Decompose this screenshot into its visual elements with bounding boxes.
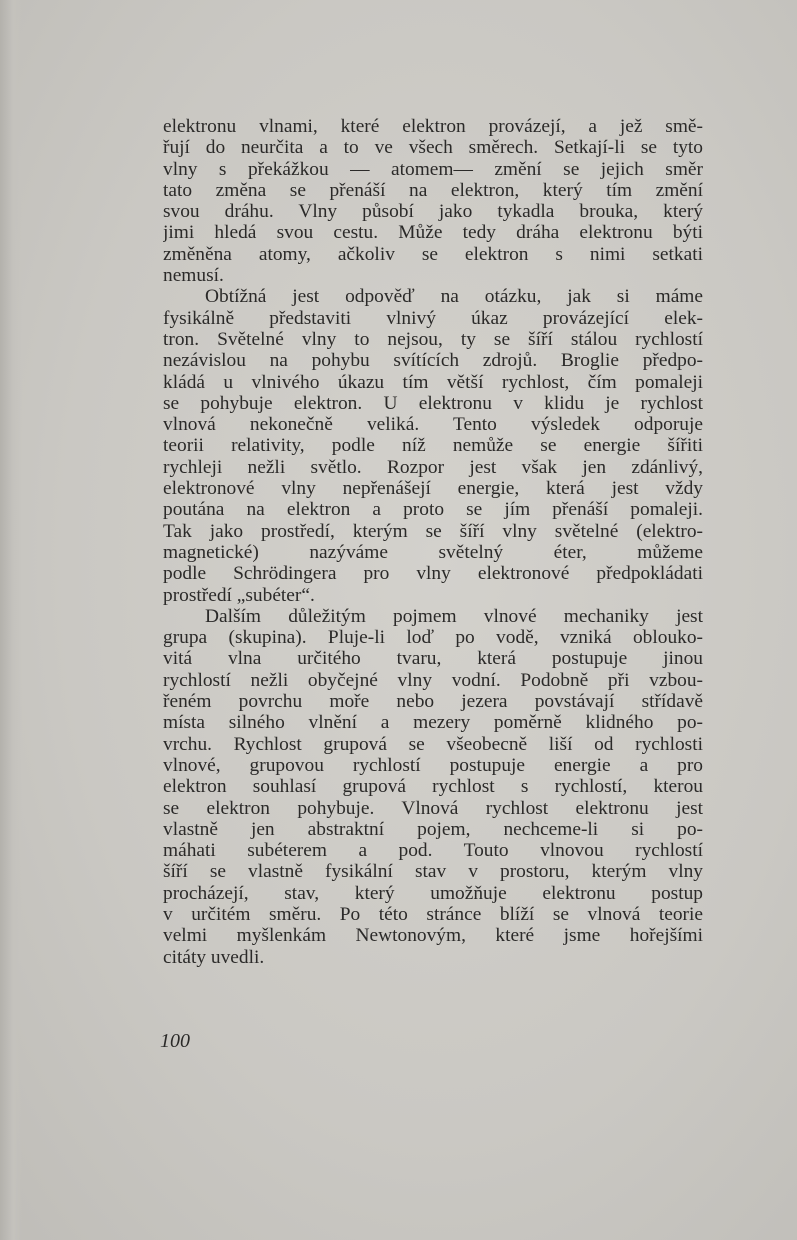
text-line: prostředí „subéter“. (163, 584, 315, 606)
text-line: Obtížná jest odpověď na otázku, jak si máme (205, 286, 703, 308)
text-line: vlnová nekonečně veliká. Tento výsledek odporuje (163, 414, 703, 436)
text-line: řeném povrchu moře nebo jezera povstávají střídavě (163, 691, 703, 713)
text-line: místa silného vlnění a mezery poměrně klidného po- (163, 712, 703, 734)
page-binding-edge (0, 0, 22, 1240)
paragraph-1 (163, 116, 703, 286)
text-line: poutána na elektron a proto se jím přenáší pomaleji. (163, 499, 703, 521)
text-line: grupa (skupina). Pluje-li loď po vodě, vzniká oblouko- (163, 627, 703, 649)
text-line: vrchu. Rychlost grupová se všeobecně liší od rychlosti (163, 733, 703, 755)
text-line: kládá u vlnivého úkazu tím větší rychlost, čím pomaleji (163, 371, 703, 393)
text-line: řují do neurčita a to ve všech směrech. Setkají-li se tyto (163, 137, 703, 159)
text-line: elektronové vlny nepřenášejí energie, která jest vždy (163, 478, 703, 500)
text-line: velmi myšlenkám Newtonovým, které jsme hořejšími (163, 925, 703, 947)
text-line: tron. Světelné vlny to nejsou, ty se šíří stálou rychlostí (163, 328, 703, 350)
text-line: se pohybuje elektron. U elektronu v klidu je rychlost (163, 392, 703, 414)
text-line: šíří se vlastně fysikální stav v prostoru, kterým vlny (163, 861, 703, 883)
text-line: fysikálně představiti vlnivý úkaz provázející elek- (163, 307, 703, 329)
text-line: podle Schrödingera pro vlny elektronové předpokládati (163, 563, 703, 585)
text-line: nezávislou na pohybu svítících zdrojů. Broglie předpo- (163, 350, 703, 372)
page-number: 100 (160, 1030, 190, 1052)
text-line: se elektron pohybuje. Vlnová rychlost elektronu jest (163, 797, 703, 819)
text-line: elektronu vlnami, které elektron provázejí, a jež smě- (163, 116, 703, 137)
text-line: vlny s překážkou — atomem— změní se jejich směr (163, 158, 703, 180)
text-line: teorii relativity, podle níž nemůže se energie šířiti (163, 435, 703, 457)
text-line: procházejí, stav, který umožňuje elektronu postup (163, 882, 703, 904)
text-line: elektron souhlasí grupová rychlost s rychlostí, kterou (163, 776, 703, 798)
text-line: rychleji nežli světlo. Rozpor jest však jen zdánlivý, (163, 456, 703, 478)
text-line: máhati subéterem a pod. Touto vlnovou rychlostí (163, 840, 703, 862)
text-line: nemusí. (163, 265, 224, 287)
text-line: rychlostí nežli obyčejné vlny vodní. Podobně při vzbou- (163, 669, 703, 691)
text-line: citáty uvedli. (163, 946, 265, 968)
paragraph-2 (163, 286, 703, 605)
text-line: v určitém směru. Po této stránce blíží se vlnová teorie (163, 903, 703, 925)
text-line: změněna atomy, ačkoliv se elektron s nimi setkati (163, 243, 703, 265)
text-line: jimi hledá svou cestu. Může tedy dráha elektronu býti (163, 222, 703, 244)
text-line: vlnové, grupovou rychlostí postupuje energie a pro (163, 754, 703, 776)
text-line: Dalším důležitým pojmem vlnové mechaniky jest (205, 605, 703, 627)
text-line: magnetické) nazýváme světelný éter, můžeme (163, 541, 703, 563)
text-line: svou dráhu. Vlny působí jako tykadla brouka, který (163, 201, 703, 223)
text-line: vlastně jen abstraktní pojem, nechceme-li si po- (163, 818, 703, 840)
text-body (163, 116, 703, 968)
text-line: vitá vlna určitého tvaru, která postupuje jinou (163, 648, 703, 670)
paragraph-3 (163, 606, 703, 968)
text-line: Tak jako prostředí, kterým se šíří vlny světelné (elektro- (163, 520, 703, 542)
text-line: tato změna se přenáší na elektron, který tím změní (163, 179, 703, 201)
